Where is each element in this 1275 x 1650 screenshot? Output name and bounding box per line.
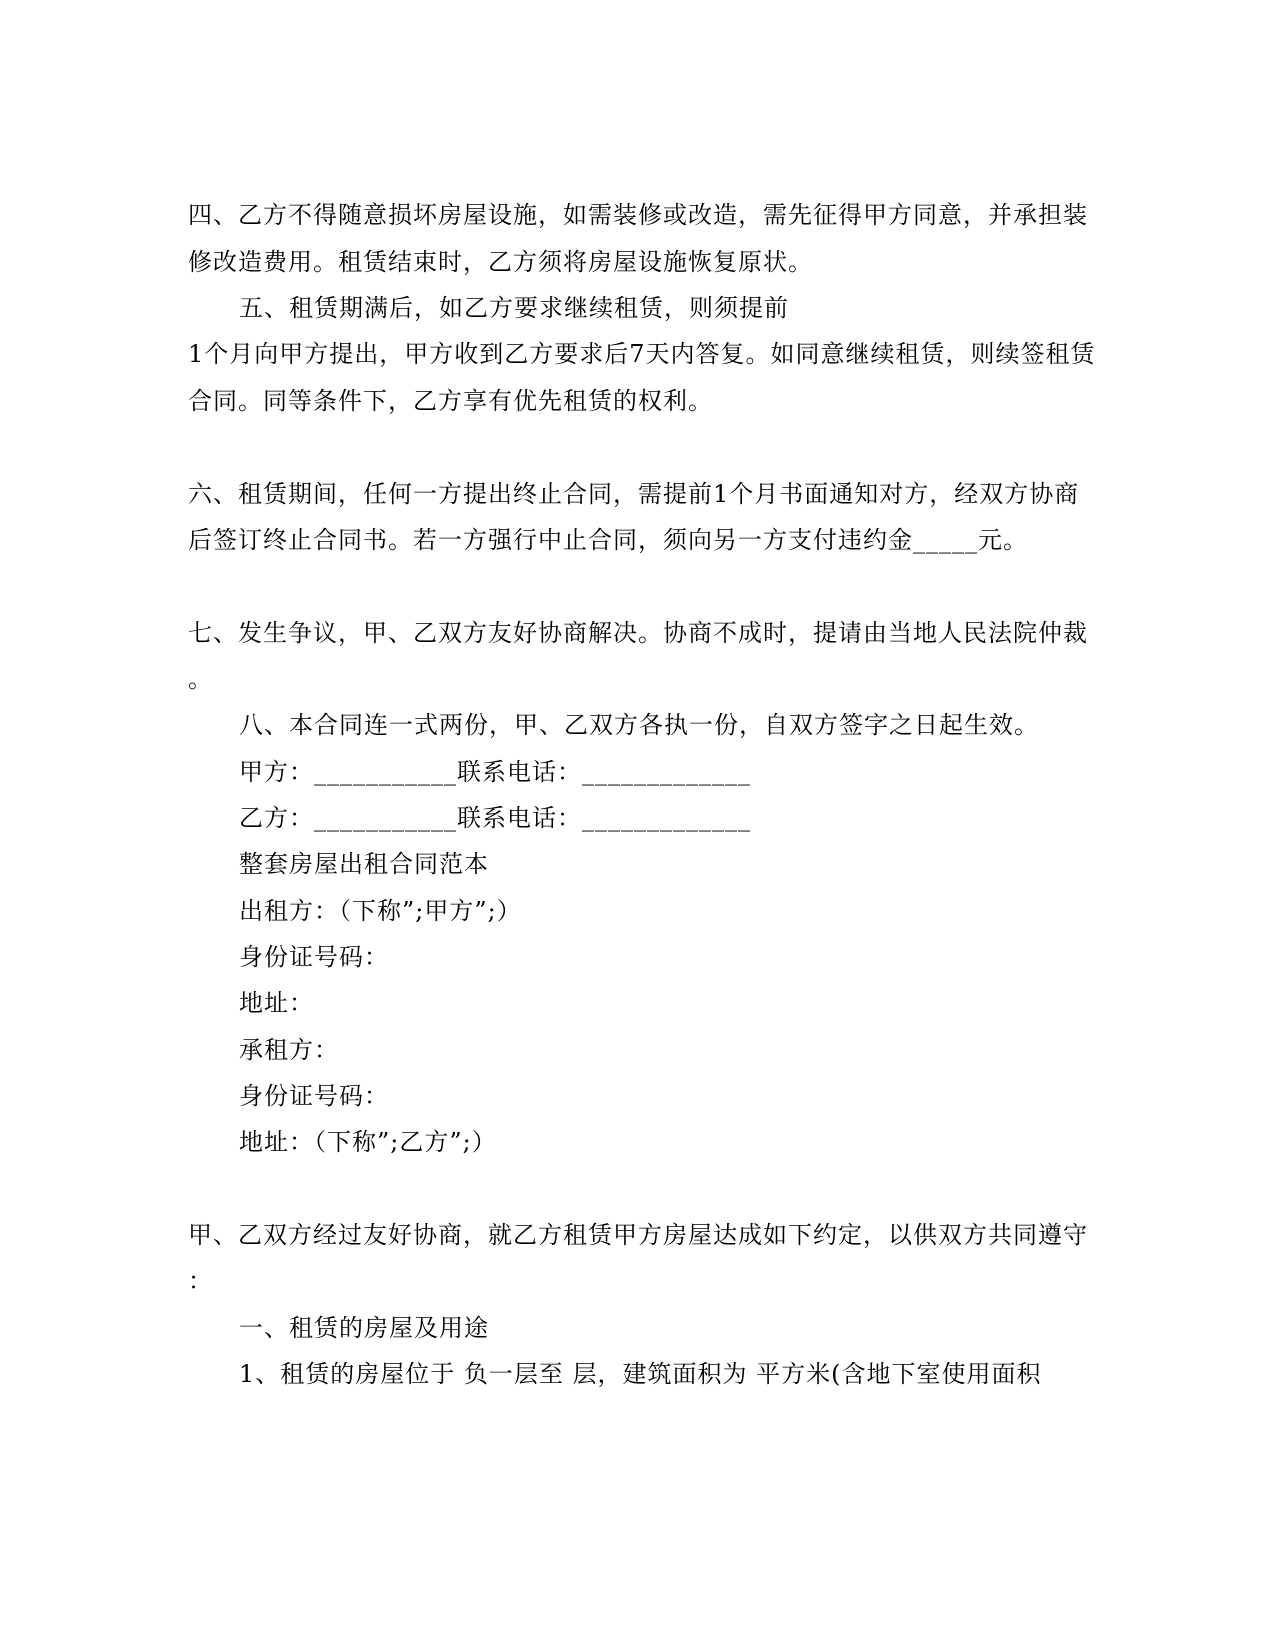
lessee-address-line: 地址：（下称”;乙方”;）	[239, 1128, 497, 1156]
section-1-item-1: 1、租赁的房屋位于 负一层至 层，建筑面积为 平方米(含地下室使用面积	[239, 1360, 1042, 1388]
agreement-intro-line-1: 甲、乙双方经过友好协商，就乙方租赁甲方房屋达成如下约定，以供双方共同遵守	[188, 1221, 1088, 1249]
lessee-id-line: 身份证号码：	[239, 1082, 389, 1110]
clause-5-line-3: 合同。同等条件下，乙方享有优先租赁的权利。	[188, 387, 713, 415]
lessor-line: 出租方：（下称”;甲方”;）	[239, 897, 522, 925]
clause-4-line-2: 修改造费用。租赁结束时，乙方须将房屋设施恢复原状。	[188, 248, 813, 276]
template-title: 整套房屋出租合同范本	[239, 850, 489, 878]
lessor-id-line: 身份证号码：	[239, 943, 389, 971]
section-1-heading: 一、租赁的房屋及用途	[239, 1314, 489, 1342]
lessor-address-line: 地址：	[239, 989, 314, 1017]
party-b-signature-line: 乙方：___________联系电话：_____________	[239, 804, 751, 832]
clause-5-line-1: 五、租赁期满后，如乙方要求继续租赁，则须提前	[239, 294, 789, 322]
clause-6-line-2: 后签订终止合同书。若一方强行中止合同，须向另一方支付违约金_____元。	[188, 526, 1028, 554]
lessee-line: 承租方：	[239, 1036, 339, 1064]
clause-4-line-1: 四、乙方不得随意损坏房屋设施，如需装修或改造，需先征得甲方同意，并承担装	[188, 201, 1088, 229]
party-a-signature-line: 甲方：___________联系电话：_____________	[239, 758, 751, 786]
agreement-intro-line-2: ：	[188, 1267, 213, 1295]
clause-5-line-2: 1个月向甲方提出，甲方收到乙方要求后7天内答复。如同意继续租赁，则续签租赁	[188, 340, 1096, 368]
clause-6-line-1: 六、租赁期间，任何一方提出终止合同，需提前1个月书面通知对方，经双方协商	[188, 480, 1080, 508]
clause-8: 八、本合同连一式两份，甲、乙双方各执一份，自双方签字之日起生效。	[239, 711, 1039, 739]
clause-7-line-1: 七、发生争议，甲、乙双方友好协商解决。协商不成时，提请由当地人民法院仲裁	[188, 619, 1088, 647]
clause-7-line-2: 。	[188, 665, 213, 693]
